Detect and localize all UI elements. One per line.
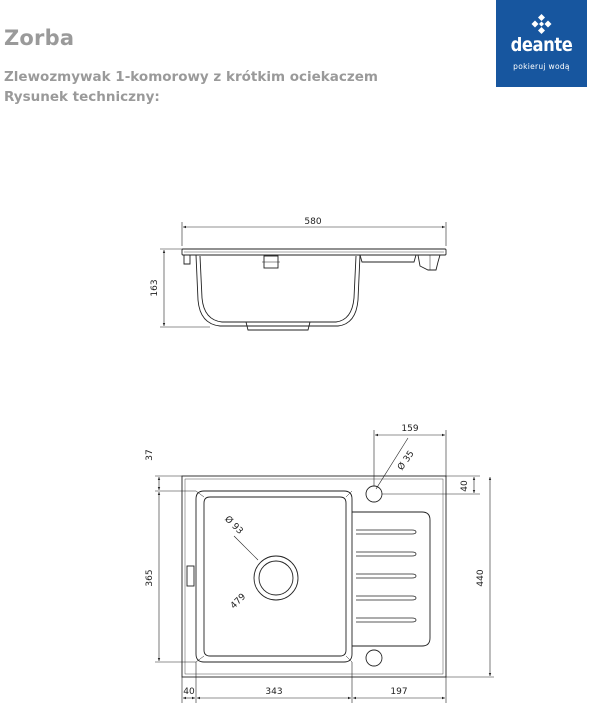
side-view [160, 222, 446, 330]
dim-total-width: 580 [304, 217, 322, 227]
dim-bowl-depth: 365 [145, 569, 155, 587]
dim-tap-hole-diameter: Ø 35 [396, 449, 417, 473]
top-view [155, 430, 494, 703]
dim-drainer-width: 159 [401, 424, 419, 434]
brand-tagline: pokieruj wodą [513, 62, 570, 71]
dim-bowl-width: 343 [265, 687, 283, 697]
dim-height: 163 [150, 279, 160, 297]
dim-left-margin: 40 [183, 687, 195, 697]
dim-right-section: 197 [390, 687, 408, 697]
dim-overall-height: 440 [476, 569, 486, 587]
dim-drain-diameter: Ø 93 [222, 514, 245, 537]
dim-tap-hole-offset: 40 [460, 480, 470, 492]
product-description: Zlewozmywak 1-komorowy z krótkim ociekaczem [4, 69, 378, 85]
product-title: Zorba [4, 26, 75, 50]
brand-name: deante [510, 34, 573, 56]
dim-front-offset: 37 [145, 449, 155, 461]
dim-bowl-radius: 479 [228, 591, 249, 612]
drawing-label: Rysunek techniczny: [4, 89, 160, 105]
